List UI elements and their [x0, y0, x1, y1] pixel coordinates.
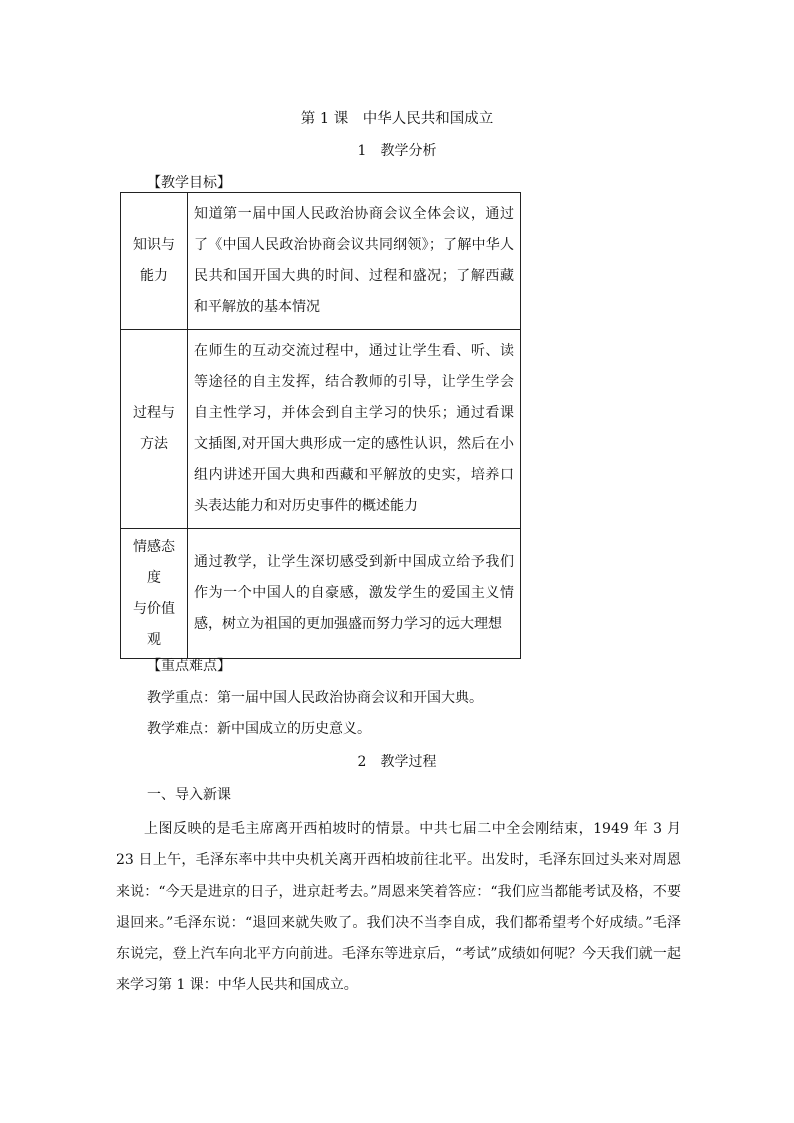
label-line: 知识与: [133, 237, 175, 253]
objectives-heading: 【教学目标】: [147, 175, 231, 191]
table-row: [121, 330, 521, 529]
label-line: 情感态: [133, 538, 175, 555]
label-line: 方法: [140, 436, 168, 452]
intro-heading: 一、导入新课: [147, 787, 231, 803]
table-row: [121, 193, 521, 330]
intro-paragraph: 上图反映的是毛主席离开西柏坡时的情景。中共七届二中全会刚结束，1949 年 3 月 23 日上午，毛泽东率中共中央机关离开西柏坡前往北平。出发时，毛泽东回过头来对周恩来说：“今天是进京的日子，进京赶考去。”周恩来笑着答应：“我们应当都能考试及格，不要退回来。”毛泽东说：“退回来就失败了。我们决不当李自成，我们都希望考个好成绩。”毛泽东说完，登上汽车向北平方向前进。毛泽东等进京后，“考试”成绩如何呢？今天我们就一起来学习第 1 课：中华人民共和国成立。: [116, 821, 681, 994]
label-line: 度: [147, 569, 161, 586]
label-line: 观: [147, 631, 161, 648]
key-points-heading: 【重点难点】: [147, 658, 231, 674]
row-label: [121, 330, 188, 529]
label-line: 能力: [140, 268, 168, 284]
section-heading-process: 2 教学过程: [357, 754, 437, 770]
label-line: 过程与: [133, 405, 175, 421]
teaching-focus: 教学重点：第一届中国人民政治协商会议和开国大典。: [147, 690, 483, 706]
row-label: [121, 193, 188, 330]
row-content: 通过教学，让学生深切感受到新中国成立给予我们作为一个中国人的自豪感，激发学生的爱国主义情感，树立为祖国的更加强盛而努力学习的远大理想: [188, 529, 521, 659]
row-content: 知道第一届中国人民政治协商会议全体会议，通过了《中国人民政治协商会议共同纲领》；了解中华人民共和国开国大典的时间、过程和盛况；了解西藏和平解放的基本情况: [188, 193, 521, 330]
row-label: [121, 529, 188, 659]
row-content: 在师生的互动交流过程中，通过让学生看、听、读等途径的自主发挥，结合教师的引导，让学生学会自主性学习，并体会到自主学习的快乐；通过看课文插图,对开国大典形成一定的感性认识，然后在小组内讲述开国大典和西藏和平解放的史实，培养口头表达能力和对历史事件的概述能力: [188, 330, 521, 529]
page-title: 第 1 课 中华人民共和国成立: [300, 111, 494, 127]
label-line: 与价值: [133, 600, 175, 617]
objectives-table: [120, 192, 521, 659]
table-row: [121, 529, 521, 659]
teaching-difficulty: 教学难点：新中国成立的历史意义。: [147, 721, 371, 737]
section-heading-analysis: 1 教学分析: [357, 143, 437, 159]
